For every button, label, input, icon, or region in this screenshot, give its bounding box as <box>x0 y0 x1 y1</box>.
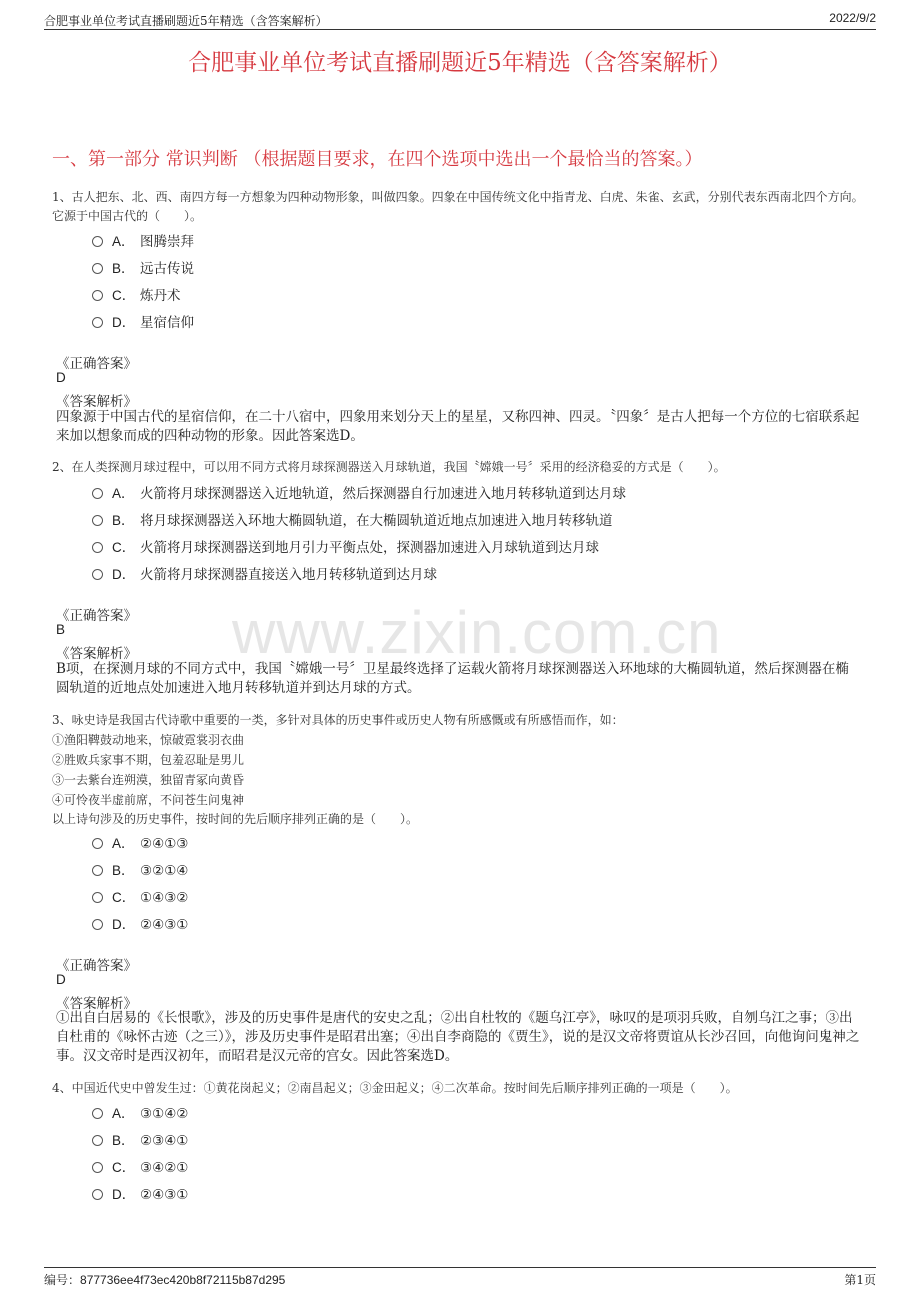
radio-icon[interactable] <box>92 1162 103 1173</box>
question-4-option-d[interactable]: D． ②④③① <box>92 1183 188 1203</box>
question-3-analysis-label: 《答案解析》 <box>56 996 137 1012</box>
radio-icon[interactable] <box>92 515 103 526</box>
question-2-option-c[interactable]: C． 火箭将月球探测器送到地月引力平衡点处，探测器加速进入月球轨道到达月球 <box>92 536 599 556</box>
question-1-stem: 1、古人把东、北、西、南四方每一方想象为四种动物形象，叫做四象。四象在中国传统文化中指青龙、白虎、朱雀、玄武，分别代表东西南北四个方向。它源于中国古代的（ ）。 <box>52 190 864 223</box>
question-3-line-1: ①渔阳鞞鼓动地来，惊破霓裳羽衣曲 <box>52 733 245 747</box>
question-1-option-c[interactable]: C． 炼丹术 <box>92 284 181 304</box>
question-3-option-c[interactable]: C． ①④③② <box>92 886 188 906</box>
question-3-option-a[interactable]: A． ②④①③ <box>92 832 188 852</box>
radio-icon[interactable] <box>92 236 103 247</box>
question-2-analysis: B项，在探测月球的不同方式中，我国〝嫦娥一号〞卫星最终选择了运载火箭将月球探测器送入环地球的大椭圆轨道，然后探测器在椭圆轨道的近地点处加速进入地月转移轨道并到达月球的方式。 <box>56 661 849 696</box>
question-2-option-d[interactable]: D． 火箭将月球探测器直接送入地月转移轨道到达月球 <box>92 563 437 583</box>
radio-icon[interactable] <box>92 569 103 580</box>
question-2-correct-label: 《正确答案》 <box>56 608 137 624</box>
question-2-option-a[interactable]: A． 火箭将月球探测器送入近地轨道，然后探测器自行加速进入地月转移轨道到达月球 <box>92 482 626 502</box>
question-4-option-c[interactable]: C． ③④②① <box>92 1156 188 1176</box>
question-1-analysis-label: 《答案解析》 <box>56 394 137 410</box>
radio-icon[interactable] <box>92 488 103 499</box>
question-3-line-2: ②胜败兵家事不期，包羞忍耻是男儿 <box>52 753 245 767</box>
question-4-option-a[interactable]: A． ③①④② <box>92 1102 188 1122</box>
question-3-answer: D <box>56 972 66 987</box>
question-2-answer: B <box>56 622 66 637</box>
radio-icon[interactable] <box>92 1108 103 1119</box>
page-title: 合肥事业单位考试直播刷题近5年精选（含答案解析） <box>188 50 732 76</box>
page-header <box>44 9 876 30</box>
radio-icon[interactable] <box>92 1189 103 1200</box>
question-1-option-a[interactable]: A． 图腾崇拜 <box>92 230 194 250</box>
question-1-answer: D <box>56 370 66 385</box>
radio-icon[interactable] <box>92 865 103 876</box>
question-1-correct-label: 《正确答案》 <box>56 356 137 372</box>
section-heading: 一、第一部分 常识判断 （根据题目要求，在四个选项中选出一个最恰当的答案。） <box>52 149 703 170</box>
question-4-stem: 4、中国近代史中曾发生过：①黄花岗起义；②南昌起义；③金田起义；④二次革命。按时间先后顺序排列正确的一项是（ ）。 <box>52 1081 738 1095</box>
question-2-analysis-label: 《答案解析》 <box>56 646 137 662</box>
question-3-option-d[interactable]: D． ②④③① <box>92 913 188 933</box>
watermark: www.zixin.com.cn <box>232 599 722 666</box>
footer-code: 编号：877736ee4f73ec420b8f72115b87d295 <box>44 1273 286 1287</box>
radio-icon[interactable] <box>92 263 103 274</box>
radio-icon[interactable] <box>92 542 103 553</box>
radio-icon[interactable] <box>92 290 103 301</box>
question-1-option-b[interactable]: B． 远古传说 <box>92 257 194 277</box>
footer-page-number: 第1页 <box>844 1273 876 1287</box>
question-3-analysis: ①出自白居易的《长恨歌》，涉及的历史事件是唐代的安史之乱；②出自杜牧的《题乌江亭》，咏叹的是项羽兵败，自刎乌江之事；③出自杜甫的《咏怀古迹（之三）》，涉及历史事件是昭君出塞；④出自李商隐的《贾生》，说的是汉文帝将贾谊从长沙召回，向他询问鬼神之事。汉文帝时是西汉初年，而昭君是汉元帝的宫女。因此答案选D。 <box>56 1010 860 1064</box>
header-date: 2022/9/2 <box>829 11 876 25</box>
question-3-option-b[interactable]: B． ③②①④ <box>92 859 188 879</box>
question-1-analysis: 四象源于中国古代的星宿信仰，在二十八宿中，四象用来划分天上的星星，又称四神、四灵。〝四象〞是古人把每一个方位的七宿联系起来加以想象而成的四种动物的形象。因此答案选D。 <box>56 409 860 444</box>
radio-icon[interactable] <box>92 1135 103 1146</box>
question-3-line-5: 以上诗句涉及的历史事件，按时间的先后顺序排列正确的是（ ）。 <box>52 812 419 826</box>
question-3-correct-label: 《正确答案》 <box>56 958 137 974</box>
question-2-option-b[interactable]: B． 将月球探测器送入环地大椭圆轨道，在大椭圆轨道近地点加速进入地月转移轨道 <box>92 509 613 529</box>
radio-icon[interactable] <box>92 317 103 328</box>
question-2-stem: 2、在人类探测月球过程中，可以用不同方式将月球探测器送入月球轨道，我国〝嫦娥一号〞采用的经济稳妥的方式是（ ）。 <box>52 460 726 474</box>
question-3-line-3: ③一去紫台连朔漠，独留青冢向黄昏 <box>52 773 245 787</box>
radio-icon[interactable] <box>92 892 103 903</box>
header-doc-title: 合肥事业单位考试直播刷题近5年精选（含答案解析） <box>44 14 328 28</box>
page-footer <box>44 1267 876 1288</box>
question-3-line-4: ④可怜夜半虚前席，不问苍生问鬼神 <box>52 793 245 807</box>
radio-icon[interactable] <box>92 919 103 930</box>
question-4-option-b[interactable]: B． ②③④① <box>92 1129 188 1149</box>
question-1-option-d[interactable]: D． 星宿信仰 <box>92 311 194 331</box>
radio-icon[interactable] <box>92 838 103 849</box>
question-3-stem: 3、咏史诗是我国古代诗歌中重要的一类，多针对具体的历史事件或历史人物有所感慨或有所感悟而作，如： <box>52 713 624 727</box>
